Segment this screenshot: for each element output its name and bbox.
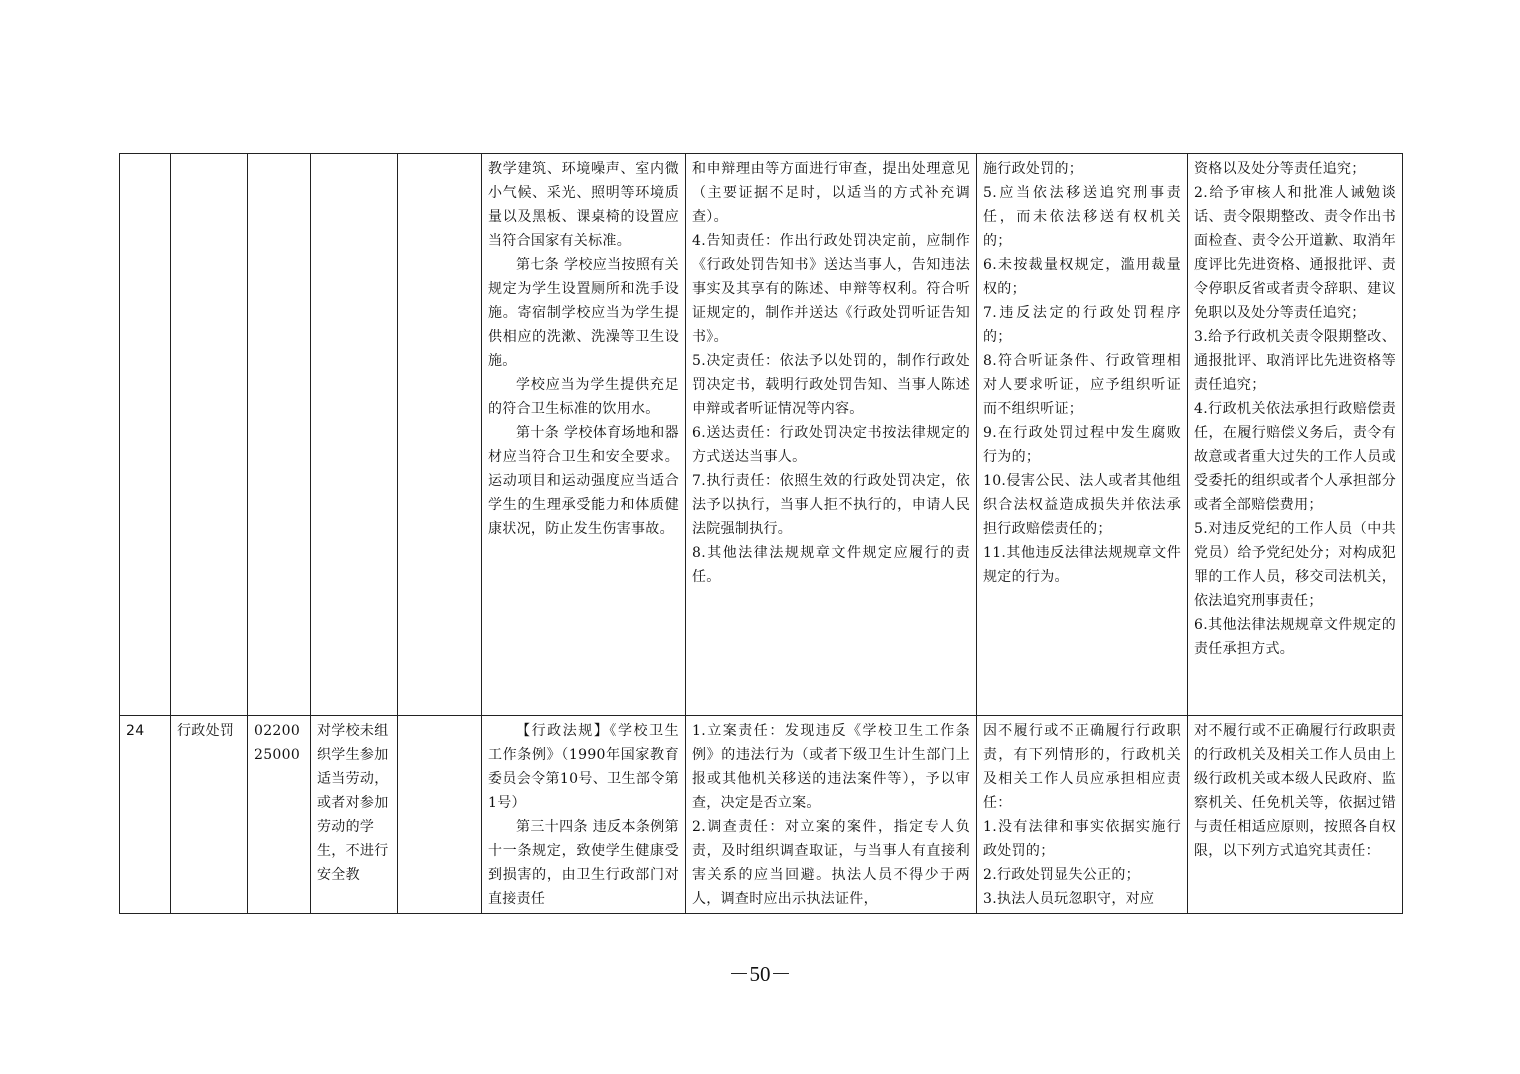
cell-item: [311, 154, 398, 716]
duty-paragraph: 6.送达责任：行政处罚决定书按法律规定的方式送达当事人。: [692, 425, 970, 465]
table-row: [120, 716, 1403, 914]
cell-accountability: [977, 154, 1188, 716]
accountability-paragraph: 1.没有法律和事实依据实施行政处罚的；: [983, 819, 1181, 859]
duty-paragraph: 和申辩理由等方面进行审查，提出处理意见（主要证据不足时，以适当的方式补充调查）。: [692, 161, 970, 225]
accountability-paragraph: 6.未按裁量权规定，滥用裁量权的；: [983, 257, 1181, 297]
accountability-paragraph: 5.应当依法移送追究刑事责任，而未依法移送有权机关的；: [983, 185, 1181, 249]
accountability-paragraph: 3.执法人员玩忽职守，对应: [983, 891, 1155, 907]
page-number: －50－: [728, 962, 792, 986]
cell-basis: [482, 154, 686, 716]
accountability-paragraph: 8.符合听证条件、行政管理相对人要求听证，应予组织听证而不组织听证；: [983, 353, 1181, 417]
method-paragraph: 2.给予审核人和批准人诫勉谈话、责令限期整改、责令作出书面检查、责令公开道歉、取消年度评比先进资格、通报批评、责令停职反省或者责令辞职、建议免职以及处分等责任追究；: [1194, 185, 1396, 321]
cell-no: [120, 154, 171, 716]
basis-paragraph: 第七条 学校应当按照有关规定为学生设置厕所和洗手设施。寄宿制学校应当为学生提供相应的洗漱、洗澡等卫生设施。: [488, 257, 679, 369]
duty-paragraph: 2.调查责任：对立案的案件，指定专人负责，及时组织调查取证，与当事人有直接利害关系的应当回避。执法人员不得少于两人，调查时应出示执法证件，: [692, 819, 970, 907]
duty-paragraph: 4.告知责任：作出行政处罚决定前，应制作《行政处罚告知书》送达当事人，告知违法事实及其享有的陈述、申辩等权利。符合听证规定的，制作并送达《行政处罚听证告知书》。: [692, 233, 970, 345]
cell-category: 行政处罚: [171, 716, 248, 914]
accountability-paragraph: 9.在行政处罚过程中发生腐败行为的；: [983, 425, 1181, 465]
basis-paragraph: 第三十四条 违反本条例第十一条规定，致使学生健康受到损害的，由卫生行政部门对直接责任: [488, 819, 679, 907]
basis-paragraph: 【行政法规】《学校卫生工作条例》（1990年国家教育委员会令第10号、卫生部令第1号）: [488, 723, 679, 811]
basis-paragraph: 学校应当为学生提供充足的符合卫生标准的饮用水。: [488, 377, 679, 417]
cell-method: [1188, 154, 1403, 716]
method-paragraph: 对不履行或不正确履行行政职责的行政机关及相关工作人员由上级行政机关或本级人民政府、监察机关、任免机关等，依据过错与责任相适应原则，按照各自权限，以下列方式追究其责任：: [1194, 723, 1396, 859]
cell-code: [248, 154, 311, 716]
method-paragraph: 3.给予行政机关责令限期整改、通报批评、取消评比先进资格等责任追究；: [1194, 329, 1396, 393]
responsibility-table: [119, 153, 1403, 914]
cell-accountability: [977, 716, 1188, 914]
basis-paragraph: 第十条 学校体育场地和器材应当符合卫生和安全要求。运动项目和运动强度应当适合学生的生理承受能力和体质健康状况，防止发生伤害事故。: [488, 425, 679, 537]
duty-paragraph: 5.决定责任：依法予以处罚的，制作行政处罚决定书，载明行政处罚告知、当事人陈述申辩或者听证情况等内容。: [692, 353, 970, 417]
accountability-paragraph: 2.行政处罚显失公正的；: [983, 867, 1140, 883]
cell-item: 对学校未组织学生参加适当劳动，或者对参加劳动的学生，不进行安全教: [311, 716, 398, 914]
method-paragraph: 4.行政机关依法承担行政赔偿责任，在履行赔偿义务后，责令有故意或者重大过失的工作人员或受委托的组织或者个人承担部分或者全部赔偿费用；: [1194, 401, 1396, 513]
duty-paragraph: 8.其他法律法规规章文件规定应履行的责任。: [692, 545, 970, 585]
cell-sub: [398, 154, 482, 716]
cell-duty: [686, 716, 977, 914]
cell-basis: [482, 716, 686, 914]
accountability-paragraph: 11.其他违反法律法规规章文件规定的行为。: [983, 545, 1181, 585]
duty-paragraph: 7.执行责任：依照生效的行政处罚决定，依法予以执行，当事人拒不执行的，申请人民法院强制执行。: [692, 473, 970, 537]
accountability-paragraph: 10.侵害公民、法人或者其他组织合法权益造成损失并依法承担行政赔偿责任的；: [983, 473, 1181, 537]
cell-code: 0220025000: [248, 716, 311, 914]
accountability-paragraph: 7.违反法定的行政处罚程序的；: [983, 305, 1181, 345]
cell-duty: [686, 154, 977, 716]
method-paragraph: 5.对违反党纪的工作人员（中共党员）给予党纪处分；对构成犯罪的工作人员，移交司法机关，依法追究刑事责任；: [1194, 521, 1396, 609]
cell-category: [171, 154, 248, 716]
method-paragraph: 资格以及处分等责任追究；: [1194, 161, 1366, 177]
method-paragraph: 6.其他法律法规规章文件规定的责任承担方式。: [1194, 617, 1396, 657]
cell-method: [1188, 716, 1403, 914]
accountability-paragraph: 施行政处罚的；: [983, 161, 1084, 177]
basis-paragraph: 教学建筑、环境噪声、室内微小气候、采光、照明等环境质量以及黑板、课桌椅的设置应当符合国家有关标准。: [488, 161, 679, 249]
accountability-paragraph: 因不履行或不正确履行行政职责，有下列情形的，行政机关及相关工作人员应承担相应责任：: [983, 723, 1181, 811]
cell-sub: [398, 716, 482, 914]
table-row: [120, 154, 1403, 716]
duty-paragraph: 1.立案责任：发现违反《学校卫生工作条例》的违法行为（或者下级卫生计生部门上报或其他机关移送的违法案件等），予以审查，决定是否立案。: [692, 723, 970, 811]
cell-no: 24: [120, 716, 171, 914]
